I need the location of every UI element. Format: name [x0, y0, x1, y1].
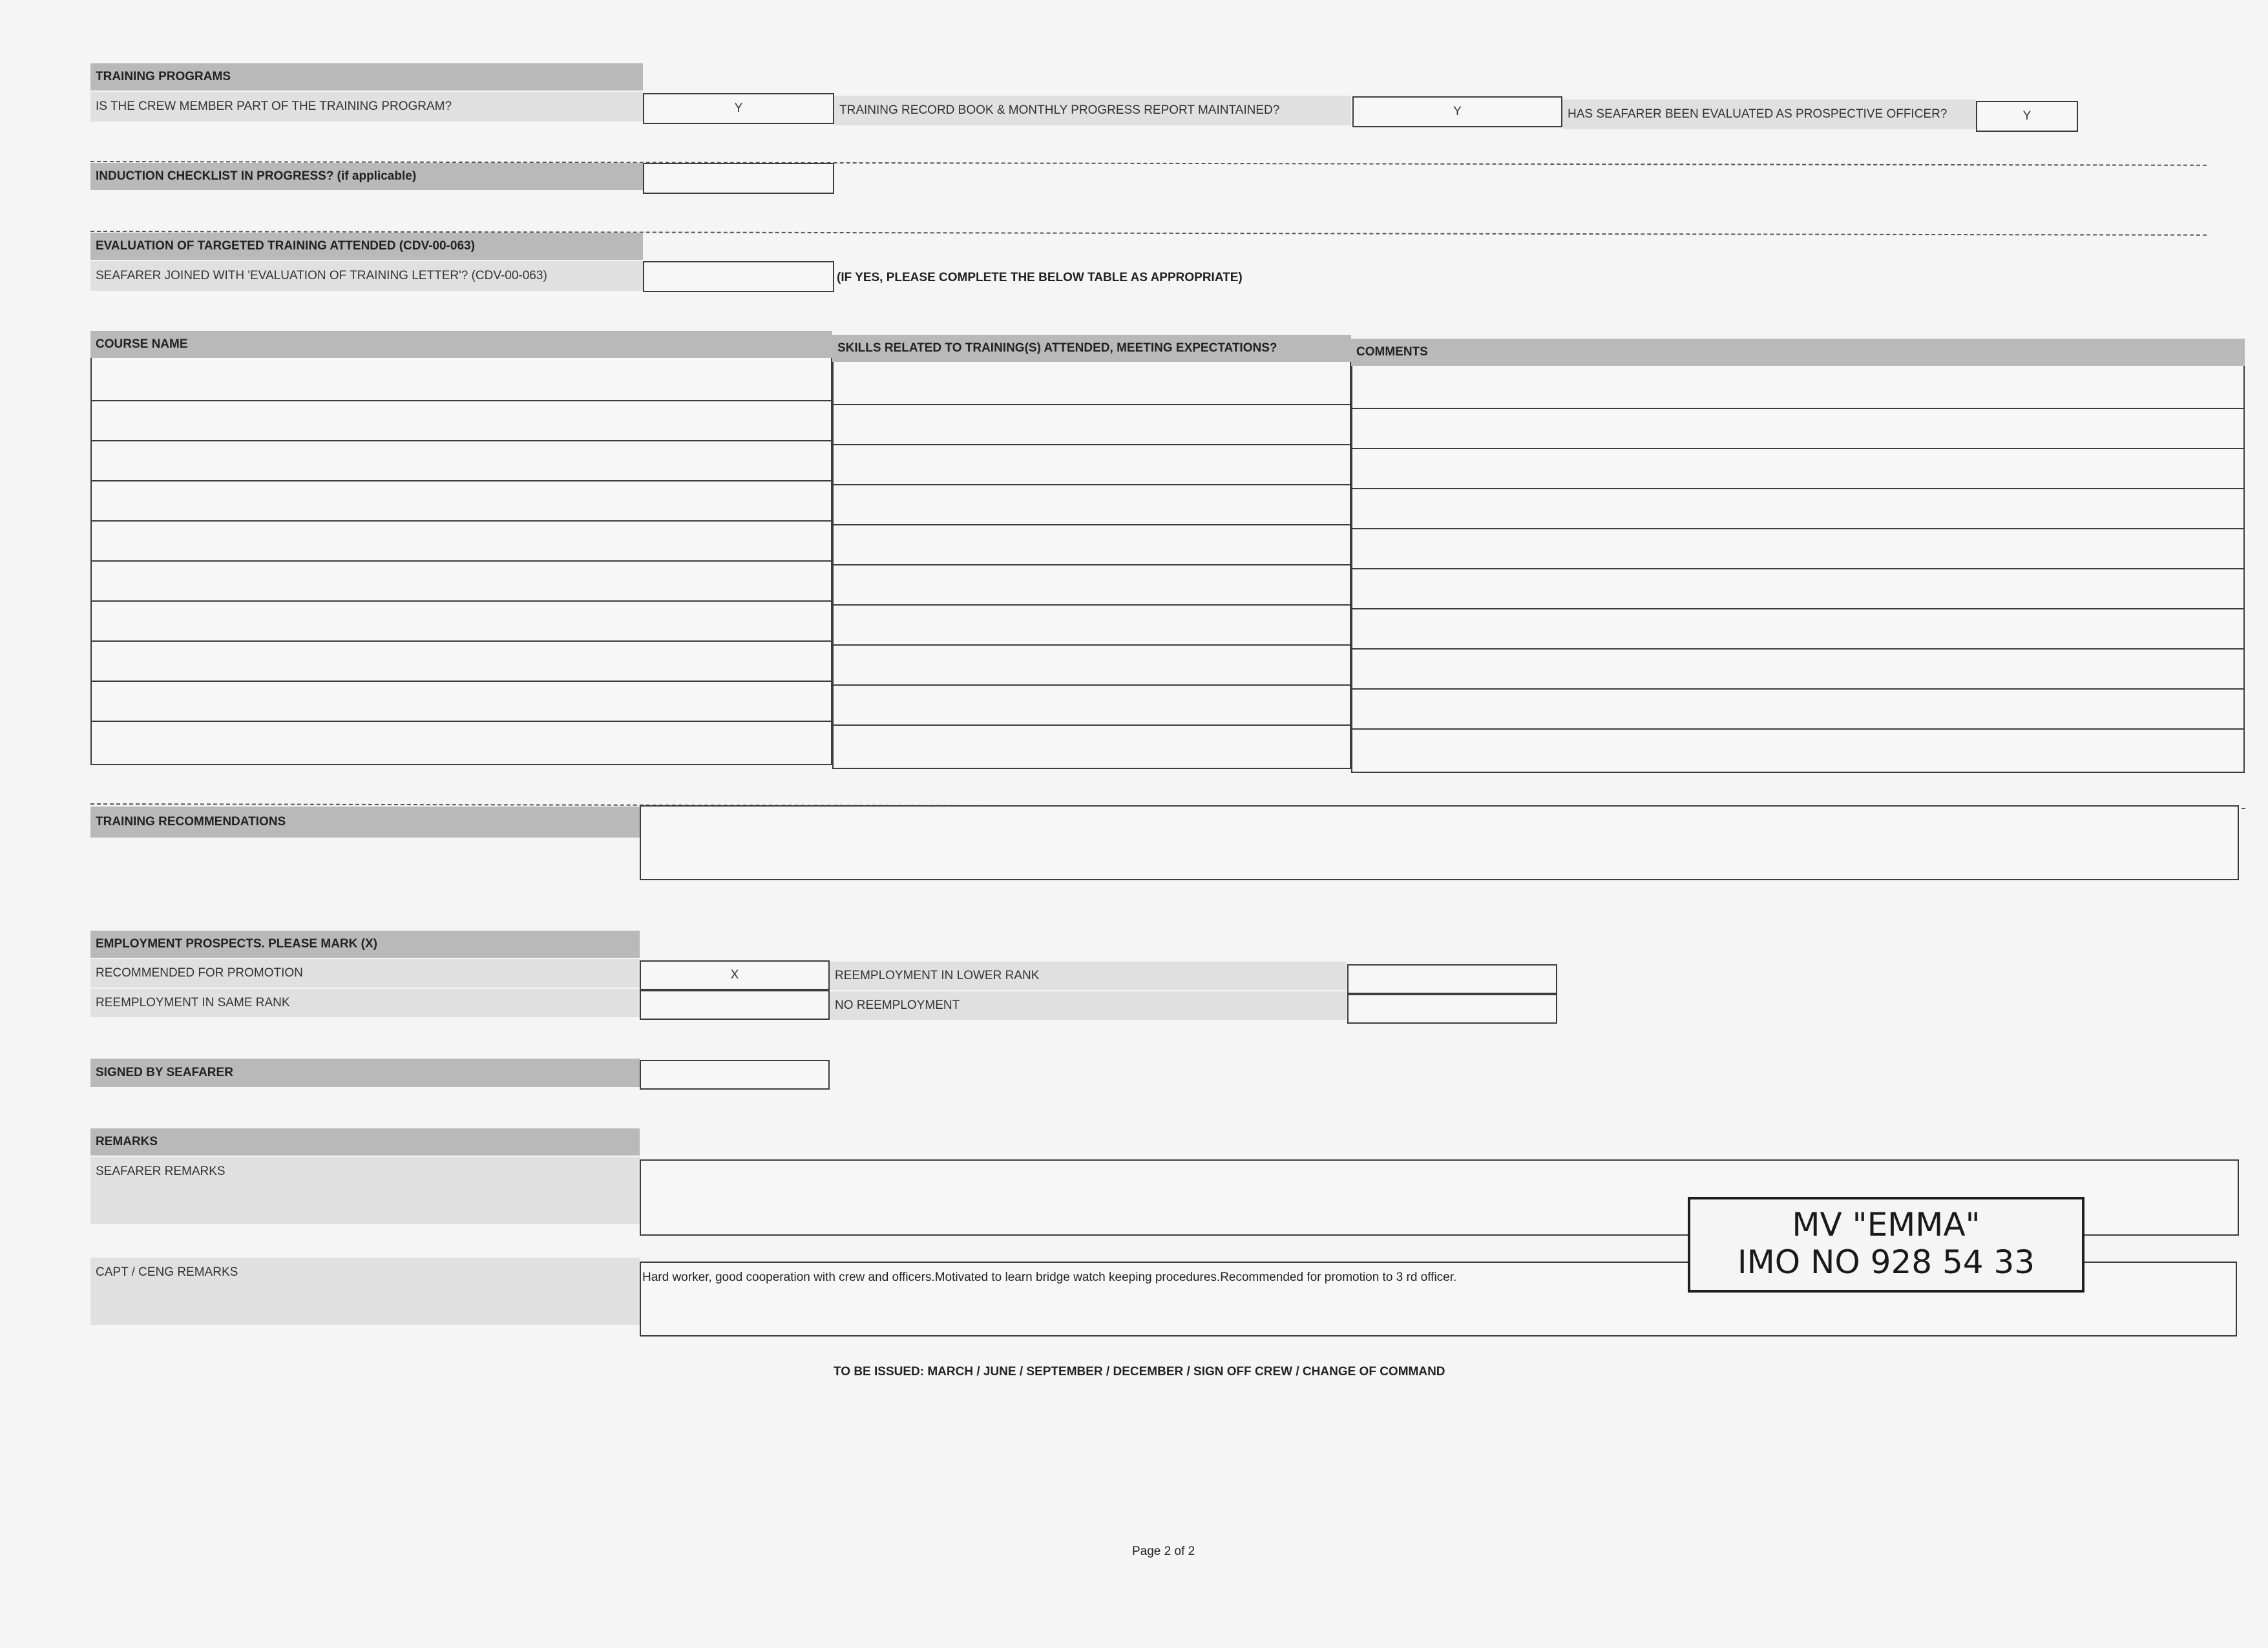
prospective-officer-field[interactable]: Y	[1976, 101, 2078, 132]
remarks-header: REMARKS	[90, 1128, 640, 1156]
training-programs-header: TRAINING PROGRAMS	[90, 63, 643, 90]
induction-checklist-header: INDUCTION CHECKLIST IN PROGRESS? (if applicable)	[90, 163, 643, 190]
reemployment-lower-rank-field[interactable]	[1347, 964, 1557, 994]
table-row-line	[92, 721, 831, 722]
reemployment-same-rank-label: REEMPLOYMENT IN SAME RANK	[90, 989, 640, 1017]
table-row-line	[1352, 728, 2243, 730]
course-name-column-header: COURSE NAME	[90, 331, 832, 358]
training-recommendations-header: TRAINING RECOMMENDATIONS	[90, 807, 640, 838]
vessel-stamp	[1688, 1197, 2084, 1293]
reemployment-same-rank-field[interactable]	[640, 990, 830, 1020]
stamp-imo-number: IMO NO 928 54 33	[1737, 1243, 2035, 1281]
table-row-line	[92, 681, 831, 682]
signed-by-seafarer-field[interactable]	[640, 1060, 830, 1090]
table-row-line	[834, 524, 1350, 525]
no-reemployment-label: NO REEMPLOYMENT	[830, 991, 1347, 1020]
recommended-promotion-label: RECOMMENDED FOR PROMOTION	[90, 959, 640, 988]
issue-schedule-note: TO BE ISSUED: MARCH / JUNE / SEPTEMBER / DECEMBER / SIGN OFF CREW / CHANGE OF COMMAND	[834, 1365, 1445, 1379]
table-row-line	[834, 644, 1350, 646]
skills-column-header: SKILLS RELATED TO TRAINING(S) ATTENDED, MEETING EXPECTATIONS?	[832, 335, 1351, 362]
table-row-line	[834, 484, 1350, 485]
evaluation-instruction-note: (IF YES, PLEASE COMPLETE THE BELOW TABLE AS APPROPRIATE)	[837, 271, 1243, 284]
training-record-book-field[interactable]: Y	[1352, 96, 1562, 127]
page-number: Page 2 of 2	[1132, 1545, 1195, 1558]
table-row-line	[92, 600, 831, 602]
table-row-line	[834, 404, 1350, 405]
table-row-line	[1352, 608, 2243, 609]
table-row-line	[834, 684, 1350, 686]
capt-ceng-remarks-text: Hard worker, good cooperation with crew and officers.Motivated to learn bridge watch keeping procedures.Recommended for promotion to 3 rd officer.	[642, 1271, 1457, 1284]
prospective-officer-label: HAS SEAFARER BEEN EVALUATED AS PROSPECTIVE OFFICER?	[1562, 100, 1976, 129]
comments-column	[1351, 366, 2245, 773]
crew-in-training-program-label: IS THE CREW MEMBER PART OF THE TRAINING PROGRAM?	[90, 92, 643, 121]
table-row-line	[1352, 408, 2243, 409]
training-record-book-label: TRAINING RECORD BOOK & MONTHLY PROGRESS REPORT MAINTAINED?	[834, 96, 1351, 125]
comments-column-header: COMMENTS	[1351, 339, 2245, 366]
table-row-line	[92, 640, 831, 642]
table-row-line	[92, 560, 831, 562]
table-row-line	[1352, 568, 2243, 569]
reemployment-lower-rank-label: REEMPLOYMENT IN LOWER RANK	[830, 962, 1347, 990]
table-row-line	[1352, 448, 2243, 449]
course-name-column	[90, 358, 832, 765]
table-row-line	[92, 440, 831, 441]
table-row-line	[1352, 648, 2243, 650]
training-recommendations-field[interactable]	[640, 805, 2239, 880]
crew-in-training-program-field[interactable]: Y	[643, 93, 834, 124]
table-row-line	[1352, 688, 2243, 690]
table-row-line	[834, 724, 1350, 726]
table-row-line	[834, 564, 1350, 565]
induction-checklist-field[interactable]	[643, 163, 834, 194]
table-row-line	[1352, 528, 2243, 529]
table-row-line	[1352, 488, 2243, 489]
evaluation-training-header: EVALUATION OF TARGETED TRAINING ATTENDED (CDV-00-063)	[90, 233, 643, 260]
evaluation-letter-field[interactable]	[643, 261, 834, 292]
table-row-line	[92, 400, 831, 401]
table-row-line	[92, 520, 831, 522]
seafarer-remarks-label: SEAFARER REMARKS	[90, 1157, 640, 1224]
employment-prospects-header: EMPLOYMENT PROSPECTS. PLEASE MARK (X)	[90, 931, 640, 958]
table-row-line	[834, 604, 1350, 606]
table-row-line	[834, 444, 1350, 445]
recommended-promotion-field[interactable]: X	[640, 960, 830, 990]
capt-ceng-remarks-label: CAPT / CENG REMARKS	[90, 1258, 640, 1325]
table-row-line	[92, 480, 831, 481]
no-reemployment-field[interactable]	[1347, 994, 1557, 1024]
evaluation-letter-label: SEAFARER JOINED WITH 'EVALUATION OF TRAINING LETTER'? (CDV-00-063)	[90, 261, 643, 291]
stamp-vessel-name: MV "EMMA"	[1792, 1206, 1980, 1243]
signed-by-seafarer-header: SIGNED BY SEAFARER	[90, 1059, 640, 1087]
skills-column	[832, 362, 1351, 769]
